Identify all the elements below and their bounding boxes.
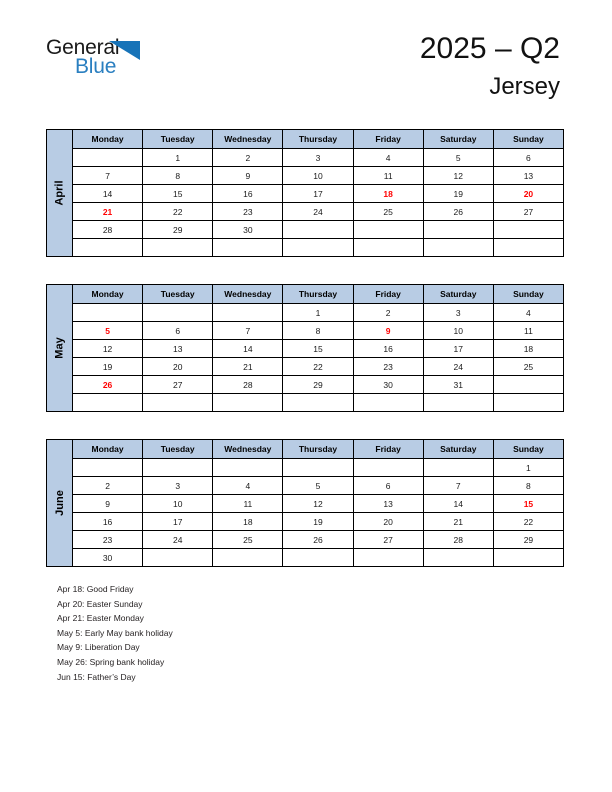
calendar-day-cell[interactable]: 14 [73,185,143,203]
calendar-day-cell[interactable]: 8 [143,167,213,185]
month-label: June [53,490,66,516]
calendar-day-cell[interactable]: 9 [353,322,423,340]
calendar-day-cell[interactable]: 25 [493,358,563,376]
calendar-day-cell[interactable]: 23 [213,203,283,221]
calendar-day-cell[interactable]: 2 [213,149,283,167]
calendar-day-cell[interactable]: 30 [213,221,283,239]
calendar-week-row [47,531,564,549]
calendar-day-cell[interactable]: 14 [213,340,283,358]
calendar-day-cell[interactable]: 15 [283,340,353,358]
calendar-cell-empty [493,549,563,567]
calendar-cell-empty [143,459,213,477]
calendar-day-cell[interactable]: 27 [353,531,423,549]
weekday-header-saturday: Saturday [423,440,493,459]
weekday-header-wednesday: Wednesday [213,440,283,459]
weekday-header-thursday: Thursday [283,440,353,459]
calendar-day-cell[interactable]: 13 [143,340,213,358]
calendar-day-cell[interactable]: 17 [423,340,493,358]
calendar-day-cell[interactable]: 6 [353,477,423,495]
calendar-table-april [46,129,564,257]
calendar-day-cell[interactable]: 1 [283,304,353,322]
calendar-day-cell[interactable]: 12 [73,340,143,358]
holiday-legend-item: Apr 21: Easter Monday [57,613,144,624]
holiday-legend-item: Apr 18: Good Friday [57,584,134,594]
calendar-cell-empty [213,549,283,567]
calendar-body-april [47,130,564,257]
calendar-week-row [47,376,564,394]
calendar-day-cell[interactable]: 11 [493,322,563,340]
month-label-cell [47,130,73,257]
month-label-cell [47,440,73,567]
calendar-cell-empty [493,239,563,257]
calendar-cell-empty [353,239,423,257]
calendar-day-cell[interactable]: 29 [143,221,213,239]
weekday-header-friday: Friday [353,130,423,149]
calendar-cell-empty [423,239,493,257]
weekday-header-tuesday: Tuesday [143,130,213,149]
holiday-legend-item: Apr 20: Easter Sunday [57,598,143,609]
calendar-day-cell[interactable]: 28 [73,221,143,239]
calendar-day-cell[interactable]: 18 [213,513,283,531]
calendar-cell-empty [353,394,423,412]
calendar-day-cell[interactable]: 16 [213,185,283,203]
calendar-day-cell[interactable]: 27 [493,203,563,221]
calendar-cell-empty [73,149,143,167]
calendar-week-row [47,185,564,203]
calendar-day-cell[interactable]: 11 [353,167,423,185]
weekday-header-saturday: Saturday [423,130,493,149]
calendar-cell-empty [213,304,283,322]
calendar-day-cell[interactable]: 8 [493,477,563,495]
calendar-week-row [47,239,564,257]
weekday-header-monday: Monday [73,440,143,459]
calendar-day-cell[interactable]: 6 [493,149,563,167]
calendar-week-row [47,477,564,495]
calendar-cell-empty [283,221,353,239]
calendar-cell-empty [493,221,563,239]
weekday-header-sunday: Sunday [493,440,563,459]
calendar-header-row [47,285,564,304]
calendar-day-cell[interactable]: 31 [423,376,493,394]
calendar-day-cell[interactable]: 24 [143,531,213,549]
weekday-header-tuesday: Tuesday [143,440,213,459]
holiday-legend-item: May 9: Liberation Day [57,642,140,653]
calendar-cell-empty [423,394,493,412]
calendar-week-row [47,304,564,322]
weekday-header-wednesday: Wednesday [213,130,283,149]
weekday-header-friday: Friday [353,440,423,459]
holiday-legend-item: May 5: Early May bank holiday [57,627,173,638]
calendar-cell-empty [283,549,353,567]
calendar-cell-empty [283,394,353,412]
calendar-day-cell[interactable]: 2 [73,477,143,495]
triangle-icon [109,41,140,60]
calendar-body-may [47,285,564,412]
calendar-day-cell[interactable]: 16 [73,513,143,531]
calendar-day-cell[interactable]: 18 [493,340,563,358]
calendar-cell-empty [423,221,493,239]
calendar-cell-empty [143,394,213,412]
holiday-legend [57,582,457,684]
calendar-day-cell[interactable]: 4 [213,477,283,495]
calendar-day-cell[interactable]: 25 [353,203,423,221]
calendar-day-cell[interactable]: 29 [493,531,563,549]
calendar-week-row [47,322,564,340]
calendar-week-row [47,221,564,239]
calendar-cell-empty [283,459,353,477]
calendar-cell-empty [143,239,213,257]
calendar-day-cell[interactable]: 23 [73,531,143,549]
calendar-day-cell[interactable]: 21 [213,358,283,376]
calendar-day-cell[interactable]: 25 [213,531,283,549]
calendar-day-cell[interactable]: 5 [283,477,353,495]
month-label: May [53,337,66,359]
calendar-day-cell[interactable]: 5 [423,149,493,167]
calendar-day-cell[interactable]: 22 [143,203,213,221]
calendar-day-cell[interactable]: 10 [423,322,493,340]
calendar-table-may [46,284,564,412]
calendar-day-cell[interactable]: 20 [493,185,563,203]
calendar-cell-empty [213,239,283,257]
calendar-day-cell[interactable]: 7 [213,322,283,340]
month-label: April [53,180,66,206]
calendar-cell-empty [73,239,143,257]
calendar-day-cell[interactable]: 11 [213,495,283,513]
calendar-cell-empty [353,221,423,239]
calendar-week-row [47,167,564,185]
calendar-day-cell[interactable]: 19 [283,513,353,531]
calendar-day-cell[interactable]: 4 [493,304,563,322]
calendar-day-cell[interactable]: 17 [143,513,213,531]
weekday-header-thursday: Thursday [283,285,353,304]
calendar-day-cell[interactable]: 21 [423,513,493,531]
calendar-cell-empty [143,304,213,322]
calendar-day-cell[interactable]: 19 [423,185,493,203]
calendar-cell-empty [493,394,563,412]
calendar-day-cell[interactable]: 15 [143,185,213,203]
calendar-header-row [47,440,564,459]
calendar-day-cell[interactable]: 22 [493,513,563,531]
calendar-day-cell[interactable]: 26 [283,531,353,549]
calendar-day-cell[interactable]: 18 [353,185,423,203]
calendar-week-row [47,549,564,567]
calendar-cell-empty [73,459,143,477]
weekday-header-saturday: Saturday [423,285,493,304]
weekday-header-friday: Friday [353,285,423,304]
calendar-day-cell[interactable]: 19 [73,358,143,376]
calendar-table-june [46,439,564,567]
weekday-header-monday: Monday [73,285,143,304]
calendar-day-cell[interactable]: 3 [423,304,493,322]
calendar-cell-empty [283,239,353,257]
page-subtitle: Jersey [489,73,560,100]
weekday-header-thursday: Thursday [283,130,353,149]
calendar-day-cell[interactable]: 4 [353,149,423,167]
calendar-day-cell[interactable]: 1 [493,459,563,477]
calendar-day-cell[interactable]: 7 [423,477,493,495]
calendar-day-cell[interactable]: 12 [283,495,353,513]
general-blue-logo [46,36,156,84]
calendar-cell-empty [353,549,423,567]
calendar-day-cell[interactable]: 13 [493,167,563,185]
calendar-day-cell[interactable]: 30 [353,376,423,394]
calendar-day-cell[interactable]: 22 [283,358,353,376]
calendar-cell-empty [213,394,283,412]
calendar-week-row [47,203,564,221]
calendar-day-cell[interactable]: 3 [143,477,213,495]
calendar-day-cell[interactable]: 28 [423,531,493,549]
calendar-day-cell[interactable]: 13 [353,495,423,513]
calendar-body-june [47,440,564,567]
calendar-day-cell[interactable]: 6 [143,322,213,340]
calendar-day-cell[interactable]: 26 [423,203,493,221]
logo-text-general: General [46,36,120,59]
weekday-header-monday: Monday [73,130,143,149]
calendar-cell-empty [213,459,283,477]
calendar-cell-empty [143,549,213,567]
calendar-cell-empty [493,376,563,394]
calendar-day-cell[interactable]: 12 [423,167,493,185]
weekday-header-sunday: Sunday [493,130,563,149]
calendar-day-cell[interactable]: 29 [283,376,353,394]
calendar-week-row [47,340,564,358]
calendar-day-cell[interactable]: 5 [73,322,143,340]
calendar-day-cell[interactable]: 10 [143,495,213,513]
calendar-cell-empty [73,304,143,322]
calendar-day-cell[interactable]: 24 [283,203,353,221]
calendar-cell-empty [423,459,493,477]
calendar-day-cell[interactable]: 17 [283,185,353,203]
calendar-day-cell[interactable]: 3 [283,149,353,167]
calendar-day-cell[interactable]: 1 [143,149,213,167]
calendar-week-row [47,459,564,477]
calendar-header-row [47,130,564,149]
calendar-week-row [47,149,564,167]
holiday-legend-item: May 26: Spring bank holiday [57,656,165,667]
calendar-day-cell[interactable]: 26 [73,376,143,394]
calendar-day-cell[interactable]: 23 [353,358,423,376]
page-header [0,0,612,120]
calendar-day-cell[interactable]: 7 [73,167,143,185]
calendar-cell-empty [73,394,143,412]
calendar-day-cell[interactable]: 30 [73,549,143,567]
weekday-header-sunday: Sunday [493,285,563,304]
holiday-legend-item: Jun 15: Father’s Day [57,671,136,682]
page-title: 2025 – Q2 [419,32,560,65]
calendar-day-cell[interactable]: 14 [423,495,493,513]
calendar-day-cell[interactable]: 24 [423,358,493,376]
calendar-day-cell[interactable]: 9 [73,495,143,513]
calendar-day-cell[interactable]: 28 [213,376,283,394]
calendar-day-cell[interactable]: 15 [493,495,563,513]
calendar-day-cell[interactable]: 16 [353,340,423,358]
calendar-cell-empty [353,459,423,477]
logo-text-blue: Blue [75,55,117,78]
calendar-day-cell[interactable]: 10 [283,167,353,185]
calendar-day-cell[interactable]: 8 [283,322,353,340]
calendar-day-cell[interactable]: 20 [353,513,423,531]
calendar-day-cell[interactable]: 21 [73,203,143,221]
month-label-cell [47,285,73,412]
weekday-header-tuesday: Tuesday [143,285,213,304]
calendar-week-row [47,495,564,513]
calendar-week-row [47,394,564,412]
calendar-day-cell[interactable]: 9 [213,167,283,185]
calendar-day-cell[interactable]: 27 [143,376,213,394]
weekday-header-wednesday: Wednesday [213,285,283,304]
calendar-week-row [47,513,564,531]
calendar-week-row [47,358,564,376]
calendar-day-cell[interactable]: 2 [353,304,423,322]
calendar-day-cell[interactable]: 20 [143,358,213,376]
calendar-cell-empty [423,549,493,567]
title-block [420,30,560,102]
